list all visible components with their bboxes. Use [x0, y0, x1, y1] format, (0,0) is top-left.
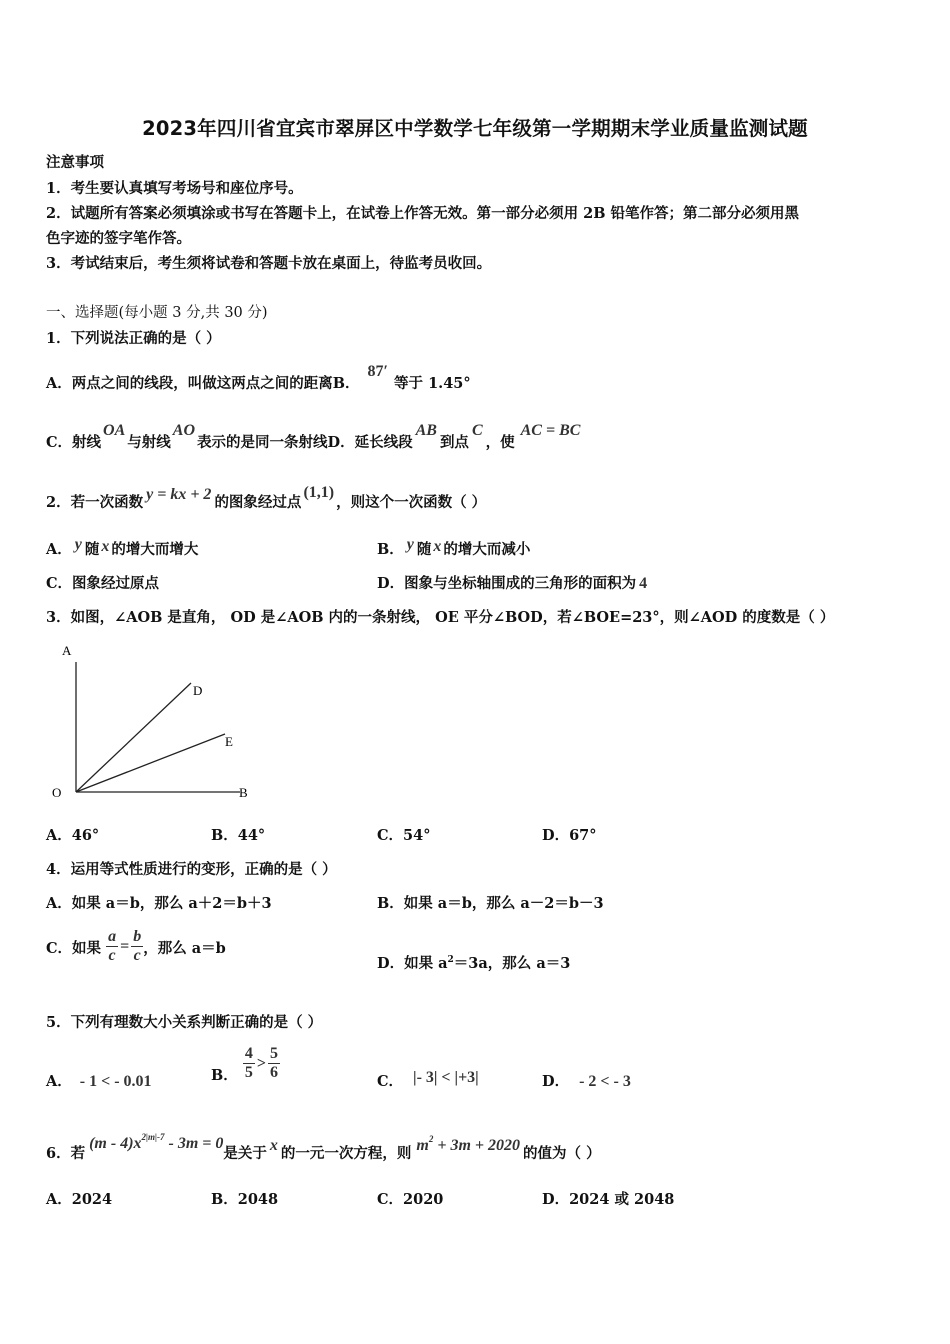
q6-stem-math-3 [416, 1134, 521, 1154]
q4-option-c [46, 928, 226, 965]
q1-option-d-math-1: AB [415, 422, 437, 439]
q5-option-a [46, 1070, 152, 1091]
q5-option-b-fraction-1 [243, 1045, 255, 1082]
q2-option-a-math-1: y [74, 536, 82, 553]
q1-option-d-text-2: ，使 [485, 434, 515, 451]
q2-option-d [377, 572, 647, 593]
q5-option-b-label: B． [211, 1066, 238, 1084]
q1-option-d-text-1: 到点 [439, 434, 469, 451]
q6-stem [46, 1132, 601, 1163]
q1-option-d-math-2: C [471, 422, 483, 439]
ray-oe [76, 734, 225, 792]
q2-stem [46, 484, 487, 512]
q1-option-b-label: B． [332, 375, 360, 392]
q2-option-a-text-1: 随 [84, 541, 100, 558]
label-d: D [193, 683, 203, 698]
q5-option-d-label: D． [542, 1073, 570, 1090]
q5-option-c-math: |- 3| < |+3| [413, 1069, 479, 1086]
q3-option-c: C．54° [377, 827, 431, 844]
q2-stem-math-2: (1,1) [303, 484, 335, 501]
q1-option-c-text-2: 表示的是同一条射线 [197, 434, 328, 451]
q6-stem-math-1-base: (m - 4)x [89, 1135, 142, 1152]
q5-option-a-label: A． [46, 1073, 72, 1090]
q5-option-c [377, 1070, 479, 1091]
q4-option-c-fraction-2 [131, 928, 143, 965]
notice-item-2a: 2．试题所有答案必须填涂或书写在答题卡上，在试卷上作答无效。第一部分必须用 2B 铅笔作答；第二部分必须用黑 [46, 205, 800, 222]
q2-option-a-label: A． [46, 541, 72, 558]
q6-option-a: A．2024 [46, 1191, 113, 1208]
q6-option-d: D．2024 或 2048 [542, 1191, 675, 1208]
q6-stem-math-3-base: m [416, 1137, 429, 1154]
q5-option-d-math: - 2 < - 3 [579, 1073, 631, 1090]
q2-option-b-math-1: y [406, 536, 414, 553]
q4-option-d-text-2: ＝3a，那么 a＝3 [453, 955, 571, 972]
q2-stem-math-1: y = kx + 2 [146, 486, 212, 503]
q2-stem-text-1: 2．若一次函数 [46, 494, 144, 511]
q2-option-d-math: 4 [639, 575, 648, 592]
q5-option-b-fraction-2 [268, 1045, 280, 1082]
q5-option-a-math: - 1 < - 0.01 [79, 1073, 152, 1090]
q4-option-c-denominator-1: c [108, 947, 116, 964]
q2-stem-text-2: 的图象经过点 [214, 494, 302, 511]
q4-option-b: B．如果 a＝b，那么 a－2＝b－3 [377, 895, 604, 912]
q6-stem-text-4: 的值为（ ） [523, 1145, 601, 1162]
q4-option-d [377, 952, 570, 973]
q5-option-b-numerator-2: 5 [269, 1045, 278, 1062]
q3-stem: 3．如图，∠AOB 是直角， OD 是∠AOB 内的一条射线， OE 平分∠BOD，若∠BOE=23°，则∠AOD 的度数是（ ） [46, 609, 835, 626]
notice-item-1: 1．考生要认真填写考场号和座位序号。 [46, 180, 303, 197]
q3-option-a: A．46° [46, 827, 100, 844]
notice-item-2b: 色字迹的签字笔作答。 [46, 230, 191, 247]
q6-stem-math-1 [89, 1132, 224, 1152]
q4-stem: 4．运用等式性质进行的变形，正确的是（ ） [46, 861, 337, 878]
q6-option-c: C．2020 [377, 1191, 444, 1208]
q2-option-c: C．图象经过原点 [46, 575, 160, 592]
q5-option-b-operator: > [256, 1054, 266, 1072]
label-o: O [52, 785, 62, 800]
q1-option-c-text-1: 与射线 [127, 434, 171, 451]
label-e: E [225, 734, 233, 749]
q2-stem-text-3: ，则这个一次函数（ ） [336, 494, 487, 511]
q2-option-b-math-2: x [433, 538, 442, 555]
q5-option-b-denominator-1: 5 [244, 1064, 253, 1081]
q2-option-b [377, 538, 530, 559]
q5-option-b-numerator-1: 4 [244, 1045, 253, 1062]
q4-option-a: A．如果 a＝b，那么 a＋2＝b＋3 [46, 895, 272, 912]
q2-option-b-label: B． [377, 541, 404, 558]
q6-stem-text-1: 6．若 [46, 1145, 86, 1162]
q1-option-a-text: A．两点之间的线段，叫做这两点之间的距离 [46, 375, 333, 392]
q4-option-c-fraction-1 [106, 928, 118, 965]
q4-option-c-text: ，那么 a＝b [143, 939, 226, 957]
q2-option-a-text-2: 的增大而增大 [111, 541, 199, 558]
q1-option-c-label: C．射线 [46, 434, 102, 451]
q1-stem: 1．下列说法正确的是（ ） [46, 330, 221, 347]
q6-stem-text-2: 是关于 [223, 1145, 267, 1162]
notice-heading: 注意事项 [46, 154, 104, 171]
ray-od [76, 683, 191, 792]
q4-option-c-numerator-1: a [108, 928, 117, 945]
q4-option-d-text-1: D．如果 a [377, 955, 448, 972]
q1-option-c [46, 422, 581, 452]
q2-option-b-text-2: 的增大而减小 [443, 541, 531, 558]
q1-option-b-text: 等于 1.45° [394, 375, 471, 392]
q5-option-b-denominator-2: 6 [269, 1064, 278, 1081]
q1-option-c-math-2: AO [172, 422, 196, 439]
q3-figure [40, 640, 270, 810]
notice-item-3: 3．考试结束后，考生须将试卷和答题卡放在桌面上，待监考员收回。 [46, 255, 492, 272]
q2-option-d-text: D．图象与坐标轴围成的三角形的面积为 [377, 575, 637, 592]
q6-stem-math-1-rest: - 3m = 0 [164, 1135, 224, 1152]
label-a: A [62, 643, 72, 658]
q4-option-c-denominator-2: c [133, 947, 141, 964]
q4-option-c-numerator-2: b [133, 928, 142, 945]
q5-option-b [211, 1045, 280, 1082]
q1-option-d-math-3: AC = BC [520, 422, 581, 439]
q6-stem-math-2: x [269, 1137, 278, 1154]
q2-option-a-math-2: x [101, 538, 110, 555]
page-title: 2023年四川省宜宾市翠屏区中学数学七年级第一学期期末学业质量监测试题 [142, 117, 808, 140]
q6-option-b: B．2048 [211, 1191, 279, 1208]
q2-option-b-text-1: 随 [416, 541, 432, 558]
section-heading: 一、选择题(每小题 3 分,共 30 分) [46, 305, 268, 321]
q1-option-d-label: D．延长线段 [327, 434, 413, 451]
q3-option-d: D．67° [542, 827, 597, 844]
q1-option-a [46, 363, 471, 393]
q6-stem-math-1-exponent: 2|m|-7 [141, 1132, 165, 1142]
q6-stem-text-3: 的一元一次方程，则 [280, 1145, 412, 1162]
q3-option-b: B．44° [211, 827, 266, 844]
label-b: B [239, 785, 248, 800]
q4-option-d-superscript: 2 [447, 955, 454, 965]
q6-stem-math-3-rest: + 3m + 2020 [433, 1137, 521, 1154]
q2-option-a [46, 538, 198, 559]
q1-option-b-math: 87′ [367, 363, 389, 380]
q5-option-d [542, 1070, 631, 1091]
q5-option-c-label: C． [377, 1073, 404, 1090]
q4-option-c-label: C．如果 [46, 939, 102, 957]
q6-stem-math-3-exponent: 2 [428, 1134, 434, 1144]
q5-stem: 5．下列有理数大小关系判断正确的是（ ） [46, 1014, 323, 1031]
q1-option-c-math-1: OA [103, 422, 126, 439]
q4-option-c-equals: = [120, 937, 130, 955]
